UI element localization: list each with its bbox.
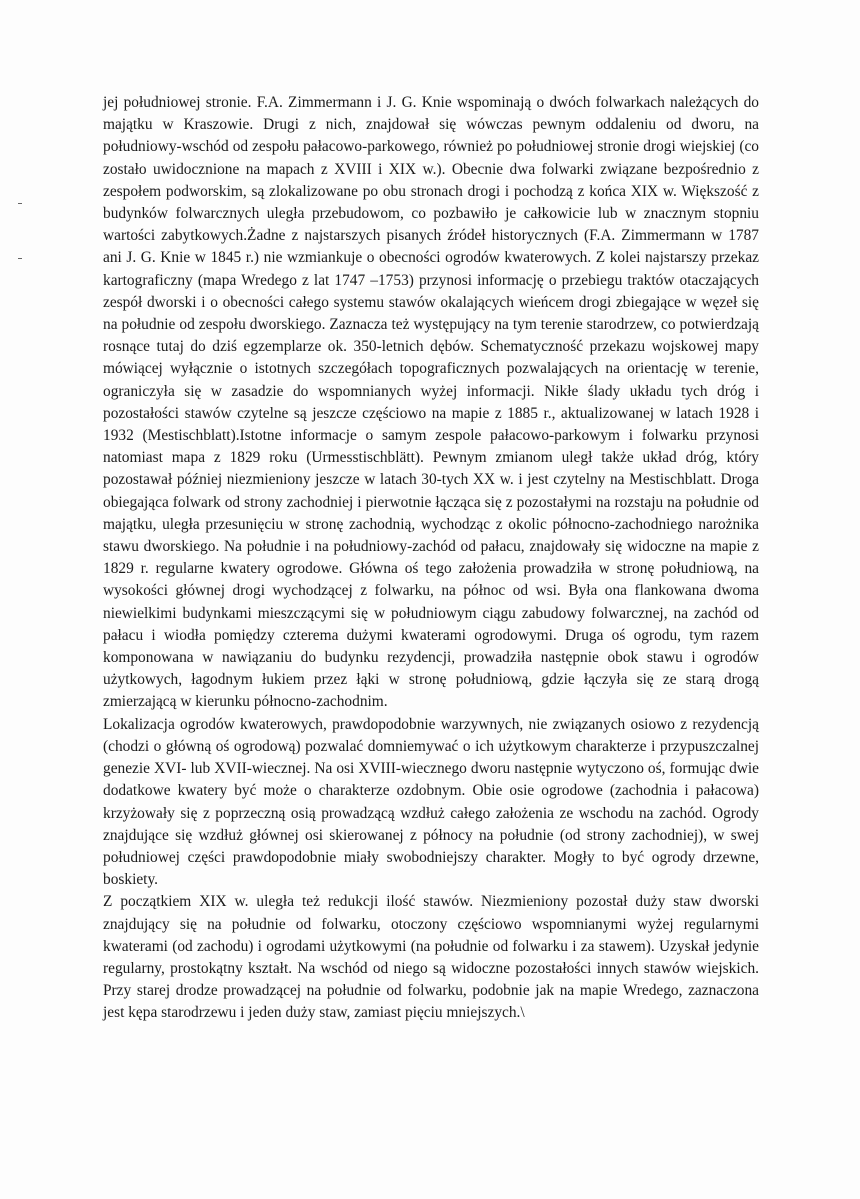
paragraph-2: Lokalizacja ogrodów kwaterowych, prawdopodobnie warzywnych, nie związanych osiowo z rezydencją (chodzi o główną oś ogrodową) pozwalać domniemywać o ich użytkowym charakterze i przypuszczalnej genezie XVI- lub XVII-wiecznej. Na osi XVIII-wiecznego dworu następnie wytyczono oś, formując dwie dodatkowe kwatery być może o charakterze ozdobnym. Obie osie ogrodowe (zachodnia i pałacowa) krzyżowały się z poprzeczną osią prowadzącą wzdłuż całego założenia ze wschodu na zachód. Ogrody znajdujące się wzdłuż głównej osi skierowanej z północy na południe (od strony zachodniej), w swej południowej części prawdopodobnie miały swobodniejszy charakter. Mogły to być ogrody drzewne, boskiety. — [103, 715, 759, 889]
margin-mark — [18, 203, 22, 204]
paragraph-3: Z początkiem XIX w. uległa też redukcji ilość stawów. Niezmieniony pozostał duży staw dworski znajdujący się na południe od folwarku, otoczony częściowo wspomnianymi wyżej regularnymi kwaterami (od zachodu) i ogrodami użytkowymi (na południe od folwarku i za stawem). Uzyskał jedynie regularny, prostokątny kształt. Na wschód od niego są widoczne pozostałości innych stawów wiejskich. Przy starej drodze prowadzącej na południe od folwarku, podobnie jak na mapie Wredego, zaznaczona jest kępa starodrzewu i jeden duży staw, zamiast pięciu mniejszych.\ — [103, 893, 759, 1022]
margin-mark — [18, 258, 22, 259]
document-body — [103, 92, 759, 1025]
paragraph-1: jej południowej stronie. F.A. Zimmermann i J. G. Knie wspominają o dwóch folwarkach należących do majątku w Kraszowie. Drugi z nich, znajdował się wówczas pewnym oddaleniu od dworu, na południowy-wschód od zespołu pałacowo-parkowego, również po południowej stronie drogi wiejskiej (co zostało uwidocznione na mapach z XVIII i XIX w.). Obecnie dwa folwarki związane bezpośrednio z zespołem podworskim, są zlokalizowane po obu stronach drogi i pochodzą z końca XIX w. Większość z budynków folwarcznych uległa przebudowom, co pozbawiło je całkowicie lub w znacznym stopniu wartości zabytkowych.Żadne z najstarszych pisanych źródeł historycznych (F.A. Zimmermann w 1787 ani J. G. Knie w 1845 r.) nie wzmiankuje o obecności ogrodów kwaterowych. Z kolei najstarszy przekaz kartograficzny (mapa Wredego z lat 1747 –1753) przynosi informację o przebiegu traktów otaczających zespół dworski i o obecności całego systemu stawów okalających wieńcem drogi zbiegające w węzeł się na południe od zespołu dworskiego. Zaznacza też występujący na tym terenie starodrzew, co potwierdzają rosnące tutaj do dziś egzemplarze ok. 350-letnich dębów. Schematyczność przekazu wojskowej mapy mówiącej wyłącznie o istotnych szczegółach topograficznych pozwalających na orientację w terenie, ograniczyła się w zasadzie do wspomnianych wyżej informacji. Nikłe ślady układu tych dróg i pozostałości stawów czytelne są jeszcze częściowo na mapie z 1885 r., aktualizowanej w latach 1928 i 1932 (Mestischblatt).Istotne informacje o samym zespole pałacowo-parkowym i folwarku przynosi natomiast mapa z 1829 roku (Urmesstischblätt). Pewnym zmianom uległ także układ dróg, który pozostawał później niezmieniony jeszcze w latach 30-tych XX w. i jest czytelny na Mestischblatt. Droga obiegająca folwark od strony zachodniej i pierwotnie łącząca się z pozostałymi na rozstaju na południe od majątku, uległa przesunięciu w stronę zachodnią, wychodząc z okolic północno-zachodniego narożnika stawu dworskiego. Na południe i na południowy-zachód od pałacu, znajdowały się widoczne na mapie z 1829 r. regularne kwatery ogrodowe. Główna oś tego założenia prowadziła w stronę południową, na wysokości głównej drogi wychodzącej z folwarku, na północ od wsi. Była ona flankowana dwoma niewielkimi budynkami mieszczącymi się w południowym ciągu zabudowy folwarcznej, na zachód od pałacu i wiodła pomiędzy czterema dużymi kwaterami ogrodowymi. Druga oś ogrodu, tym razem komponowana w nawiązaniu do budynku rezydencji, prowadziła następnie obok stawu i ogrodów użytkowych, łagodnym łukiem przez łąki w stronę południową, gdzie łączyła się ze starą drogą zmierzającą w kierunku północno-zachodnim. — [103, 94, 759, 711]
